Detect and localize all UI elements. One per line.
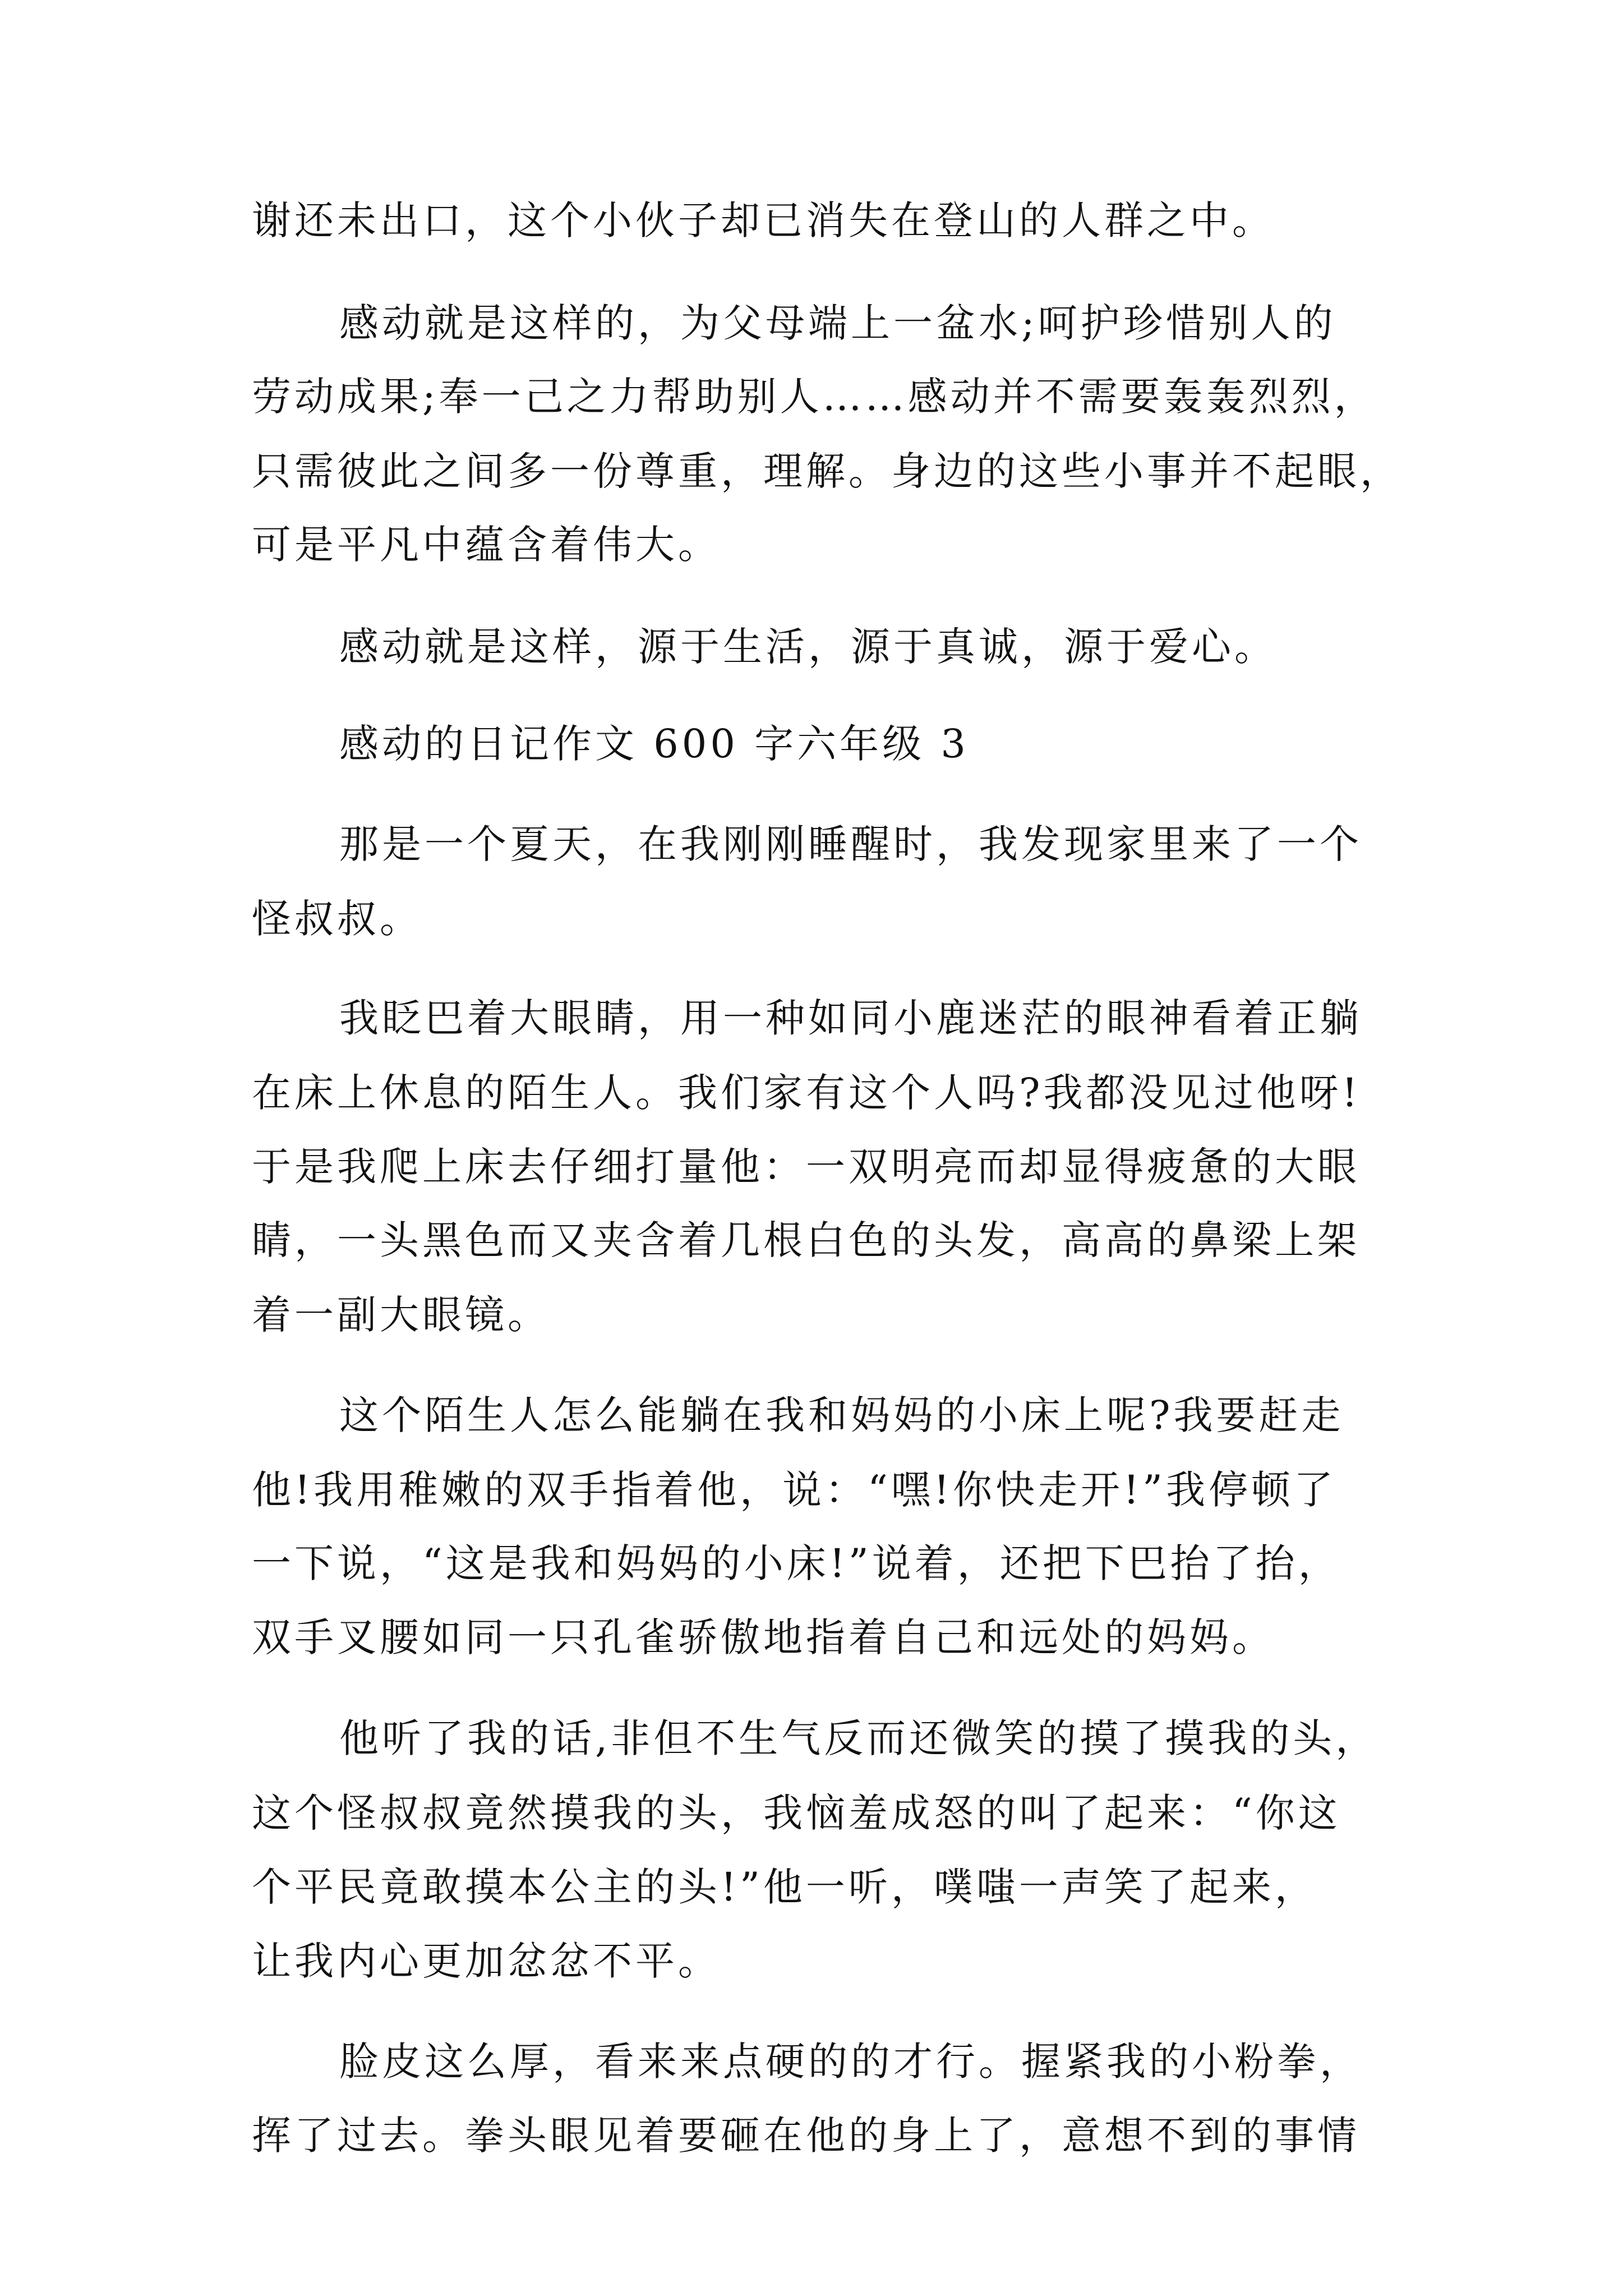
text-line: 个平民竟敢摸本公主的头!”他一听，噗嗤一声笑了起来， (252, 1864, 1317, 1910)
text-line: 在床上休息的陌生人。我们家有这个人吗?我都没见过他呀! (252, 1070, 1361, 1116)
paragraph-start: 我眨巴着大眼睛，用一种如同小鹿迷茫的眼神看着正躺 (339, 995, 1362, 1041)
paragraph-start: 那是一个夏天，在我刚刚睡醒时，我发现家里来了一个 (339, 821, 1362, 867)
text-line: 挥了过去。拳头眼见着要砸在他的身上了，意想不到的事情 (252, 2113, 1360, 2159)
text-line: 于是我爬上床去仔细打量他：一双明亮而却显得疲惫的大眼 (252, 1144, 1360, 1190)
paragraph-start: 感动就是这样的，为父母端上一盆水;呵护珍惜别人的 (339, 300, 1336, 346)
text-line: 只需彼此之间多一份尊重，理解。身边的这些小事并不起眼， (252, 448, 1403, 494)
paragraph-start: 脸皮这么厚，看来来点硬的的才行。握紧我的小粉拳， (339, 2039, 1362, 2085)
text-line: 让我内心更加忿忿不平。 (252, 1938, 721, 1984)
text-line: 着一副大眼镜。 (252, 1292, 550, 1338)
text-line: 他!我用稚嫩的双手指着他，说：“嘿!你快走开!”我停顿了 (252, 1467, 1336, 1513)
text-line: 谢还未出口，这个小伙子却已消失在登山的人群之中。 (252, 197, 1275, 243)
paragraph-start: 感动就是这样，源于生活，源于真诚，源于爱心。 (339, 624, 1277, 670)
text-line: 可是平凡中蕴含着伟大。 (252, 522, 721, 568)
text-line: 睛，一头黑色而又夹含着几根白色的头发，高高的鼻梁上架 (252, 1217, 1360, 1263)
text-line: 怪叔叔。 (252, 896, 422, 942)
text-line: 双手叉腰如同一只孔雀骄傲地指着自己和远处的妈妈。 (252, 1614, 1275, 1660)
section-heading: 感动的日记作文 600 字六年级 3 (339, 721, 969, 767)
paragraph-start: 他听了我的话,非但不生气反而还微笑的摸了摸我的头， (339, 1715, 1378, 1761)
paragraph-start: 这个陌生人怎么能躺在我和妈妈的小床上呢?我要赶走 (339, 1392, 1344, 1438)
text-line: 一下说，“这是我和妈妈的小床!”说着，还把下巴抬了抬， (252, 1540, 1341, 1586)
text-line: 这个怪叔叔竟然摸我的头，我恼羞成怒的叫了起来：“你这 (252, 1790, 1341, 1836)
text-line: 劳动成果;奉一己之力帮助别人……感动并不需要轰轰烈烈， (252, 374, 1377, 420)
